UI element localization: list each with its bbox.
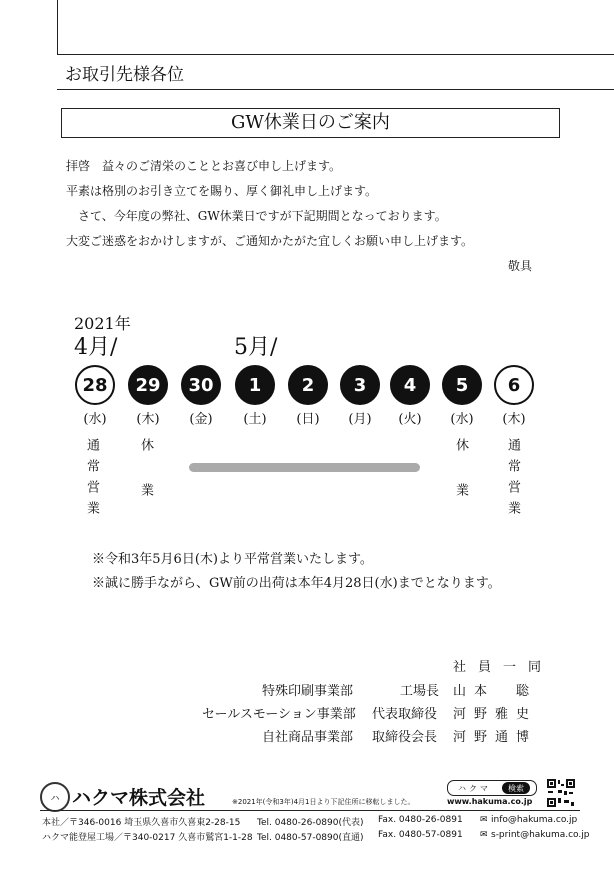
closing: 敬具 — [508, 259, 533, 273]
body-line: 平素は格別のお引き立てを賜り、厚く御礼申し上げます。 — [66, 184, 378, 198]
signature-name: 河野通博 — [453, 730, 538, 745]
day-number: 1 — [248, 374, 262, 396]
day-number: 5 — [455, 374, 469, 396]
day-of-week: (木) — [136, 412, 160, 427]
holiday-period-bar — [189, 463, 420, 472]
status-label-off-start — [133, 438, 157, 528]
calendar-year: 2021年 — [74, 314, 131, 333]
body-line: 拝啓 益々のご清栄のこととお喜び申し上げます。 — [66, 159, 342, 173]
status-label-open-end — [500, 438, 524, 522]
status-label-open-start — [79, 438, 103, 522]
day-of-week: (日) — [296, 412, 320, 427]
calendar-day-6 — [494, 365, 534, 405]
mail-icon: ✉ — [480, 815, 488, 825]
status-text: 通常営業 — [505, 438, 520, 522]
day-of-week: (月) — [348, 412, 372, 427]
day-of-week: (水) — [450, 412, 474, 427]
footer-address: 本社／〒346-0016 埼玉県久喜市久喜東2-28-15 — [42, 818, 241, 828]
footer-divider — [40, 810, 580, 811]
footer-email: s-print@hakuma.co.jp — [491, 830, 590, 840]
footer-tel: Tel. 0480-57-0890(直通) — [257, 833, 364, 843]
move-notice: ※2021年(令和3年)4月1日より下記住所に移転しました。 — [232, 798, 415, 806]
note-line: ※令和3年5月6日(木)より平常営業いたします。 — [92, 552, 373, 567]
signature-name: 山本 聡 — [453, 684, 538, 699]
day-number: 2 — [301, 374, 315, 396]
signature-role: 取締役会長 — [372, 730, 438, 745]
footer-fax: Fax. 0480-26-0891 — [378, 815, 463, 825]
signature-role: 代表取締役 — [372, 707, 438, 722]
calendar-day-28 — [75, 365, 115, 405]
note-line: ※誠に勝手ながら、GW前の出荷は本年4月28日(水)までとなります。 — [92, 576, 501, 591]
margin-line-horizontal — [57, 54, 614, 55]
search-keyword: ハクマ — [458, 783, 491, 793]
search-button: 検索 — [502, 782, 530, 794]
body-line: さて、今年度の弊社、GW休業日ですが下記期間となっております。 — [66, 209, 447, 223]
calendar-day-5 — [442, 365, 482, 405]
month-april: 4月/ — [74, 335, 118, 360]
company-name: ハクマ株式会社 — [72, 787, 206, 809]
divider — [57, 89, 614, 90]
signature-role: 工場長 — [400, 684, 440, 699]
status-text: 休業 — [138, 438, 153, 528]
day-of-week: (水) — [83, 412, 107, 427]
day-of-week: (火) — [398, 412, 422, 427]
status-text: 通常営業 — [84, 438, 99, 522]
calendar-day-4 — [390, 365, 430, 405]
day-number: 28 — [82, 374, 108, 396]
calendar-day-3 — [340, 365, 380, 405]
day-number: 4 — [403, 374, 417, 396]
page-title: GW休業日のご案内 — [61, 108, 560, 138]
day-number: 30 — [188, 374, 214, 396]
day-number: 6 — [507, 374, 521, 396]
status-label-off-end — [448, 438, 472, 528]
day-number: 3 — [353, 374, 367, 396]
calendar-day-2 — [288, 365, 328, 405]
status-text: 休業 — [453, 438, 468, 528]
day-of-week: (木) — [502, 412, 526, 427]
margin-line-vertical — [57, 0, 58, 54]
signature-name: 河野雅史 — [453, 707, 538, 722]
calendar-day-1 — [235, 365, 275, 405]
signature-dept: セールスモーション事業部 — [202, 707, 356, 722]
mail-icon: ✉ — [480, 830, 488, 840]
signature-dept: 自社商品事業部 — [262, 730, 354, 745]
footer-address: ハクマ能登屋工場／〒340-0217 久喜市鷲宮1-1-28 — [42, 833, 253, 843]
footer-fax: Fax. 0480-57-0891 — [378, 830, 463, 840]
signature-dept: 特殊印刷事業部 — [262, 684, 354, 699]
day-of-week: (土) — [243, 412, 267, 427]
all-staff: 社員一同 — [453, 660, 554, 675]
search-banner — [447, 780, 537, 796]
month-may: 5月/ — [234, 335, 278, 360]
body-line: 大変ご迷惑をおかけしますが、ご通知かたがた宜しくお願い申し上げます。 — [66, 234, 474, 248]
day-number: 29 — [135, 374, 161, 396]
qr-code-icon — [546, 778, 576, 808]
company-logo-icon: ハ — [40, 782, 70, 812]
footer-email: info@hakuma.co.jp — [491, 815, 578, 825]
website-url: www.hakuma.co.jp — [447, 797, 533, 806]
footer-tel: Tel. 0480-26-0890(代表) — [257, 818, 364, 828]
calendar-day-29 — [128, 365, 168, 405]
day-of-week: (金) — [189, 412, 213, 427]
calendar-day-30 — [181, 365, 221, 405]
recipient: お取引先様各位 — [65, 65, 184, 85]
